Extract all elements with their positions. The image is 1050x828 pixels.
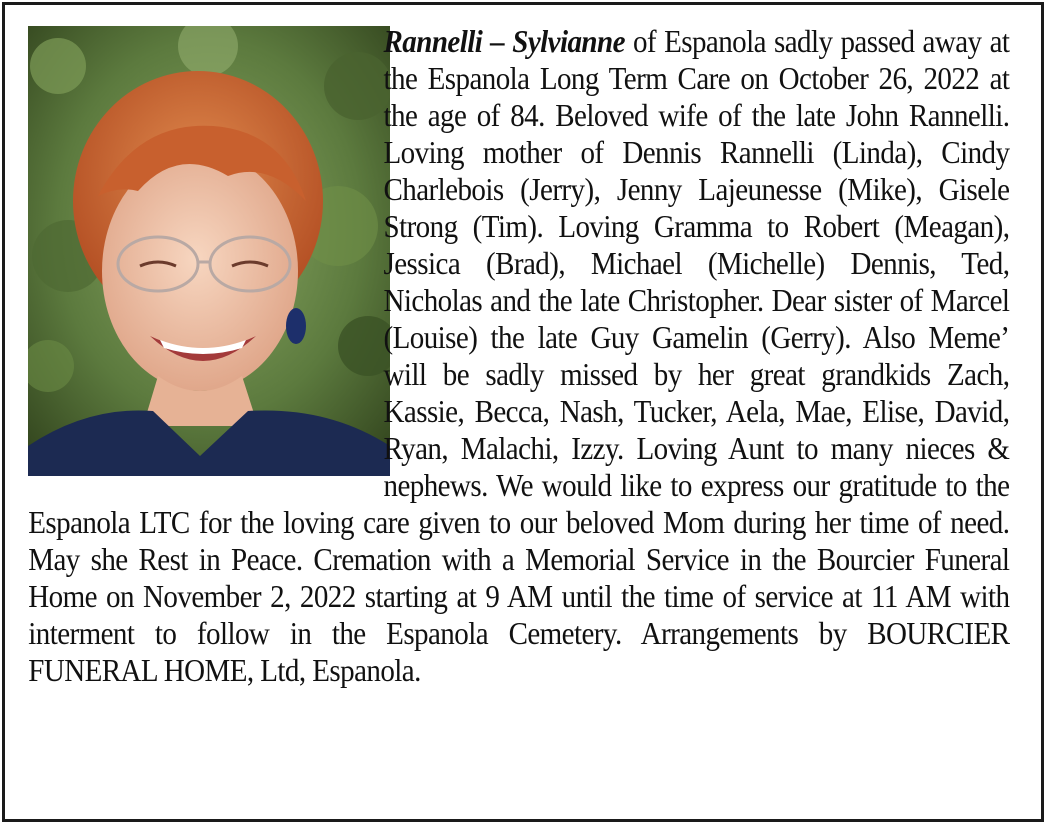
deceased-surname: Rannelli — [383, 24, 483, 59]
obituary-frame — [2, 2, 1044, 822]
obituary-paragraph — [28, 23, 1009, 689]
name-dash: – — [490, 24, 505, 59]
obituary-body: of Espanola sadly passed away at the Espanola Long Term Care on October 26, 2022 at the age of 84. Beloved wife of the late John Rannelli. Loving mother of Dennis Rannelli (Linda), Cindy Charlebois (Jerry), Jenny Lajeunesse (Mike), Gisele Strong (Tim). Loving Gramma to Robert (Meagan), Jessica (Brad), Michael (Michelle) Dennis, Ted, Nicholas and the late Christopher. Dear sister of Marcel (Louise) the late Guy Gamelin (Gerry). Also Meme’ will be sadly missed by her great grandkids Zach, Kassie, Becca, Nash, Tucker, Aela, Mae, Elise, David, Ryan, Malachi, Izzy. Loving Aunt to many nieces & nephews. We would like to express our gratitude to the Espanola LTC for the loving care given to our beloved Mom during her time of need. May she Rest in Peace. Cremation with a Memorial Service in the Bourcier Funeral Home on November 2, 2022 starting at 9 AM until the time of service at 11 AM with interment to follow in the Espanola Cemetery. Arrangements by BOURCIER FUNERAL HOME, Ltd, Espanola. — [28, 24, 1010, 688]
deceased-given-name: Sylvianne — [512, 24, 625, 59]
obituary-text — [5, 5, 1030, 689]
